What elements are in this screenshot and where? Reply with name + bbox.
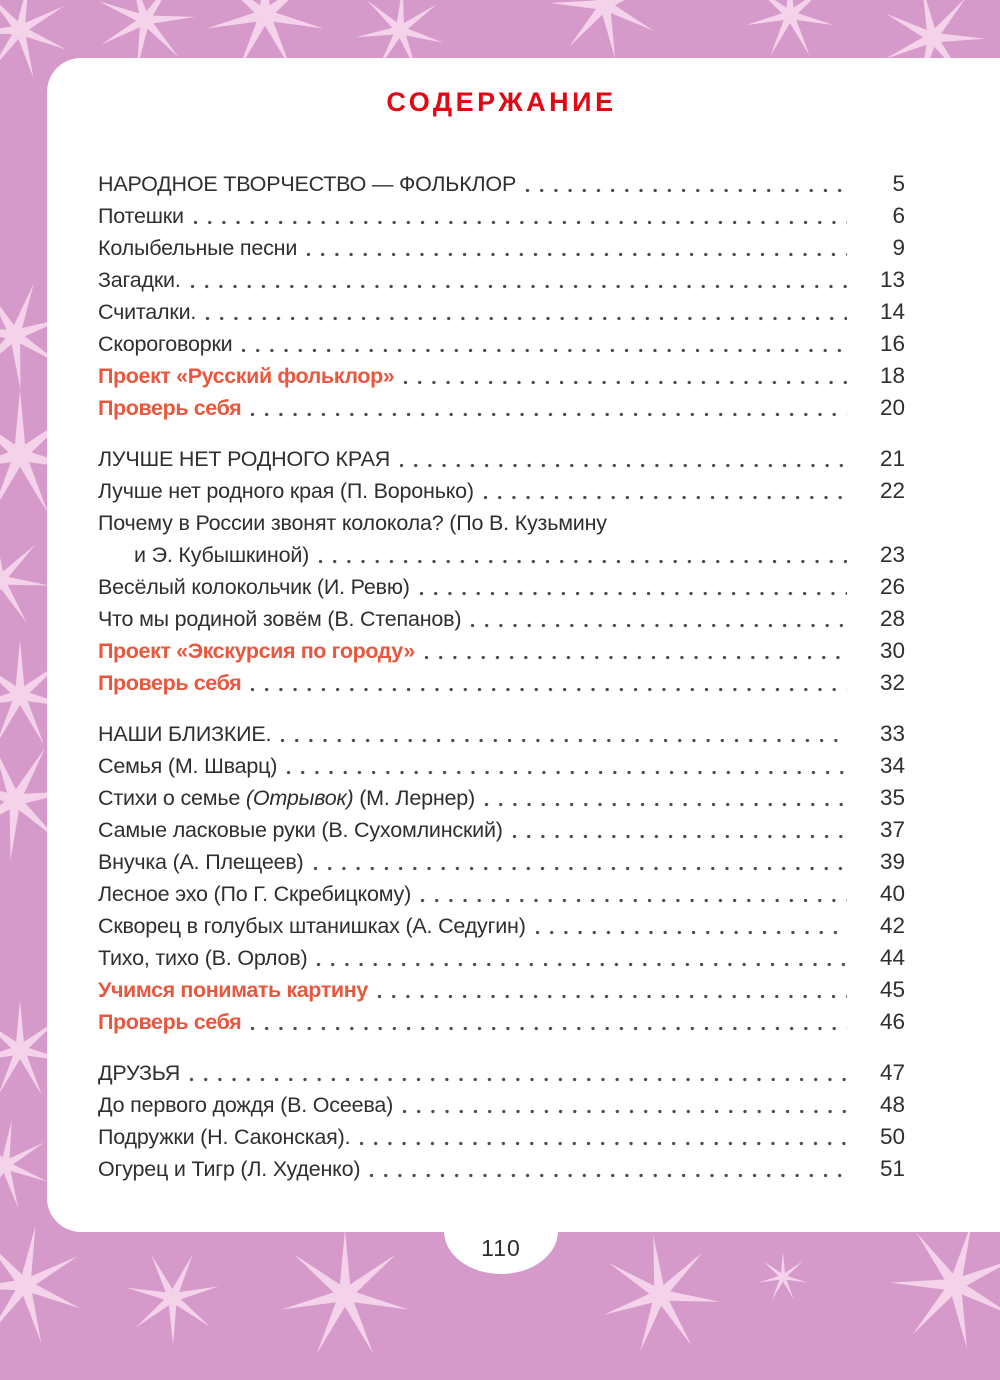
toc-section: [98, 718, 905, 1038]
toc-page-number: 35: [879, 785, 905, 810]
page-title: СОДЕРЖАНИЕ: [386, 87, 617, 117]
dot-leader: [304, 232, 849, 264]
toc-page-number: 39: [879, 849, 905, 874]
dot-leader: [375, 974, 849, 1006]
toc-row: [98, 443, 905, 475]
dot-leader: [367, 1153, 849, 1185]
toc-entry-title: НАРОДНОЕ ТВОРЧЕСТВО — ФОЛЬКЛОР: [98, 172, 517, 196]
toc-page-number: 32: [879, 670, 905, 695]
dot-leader: [284, 750, 849, 782]
toc-entry-title: Что мы родиной зовём (В. Степанов): [98, 607, 462, 631]
toc-entry-title: Почему в России звонят колокола? (По В. Кузьмину: [98, 511, 607, 535]
dot-leader: [316, 539, 849, 571]
dot-leader: [523, 168, 849, 200]
toc-page-number: 33: [879, 721, 905, 746]
toc-entry-title: Семья (М. Шварц): [98, 754, 278, 778]
toc-row: [98, 942, 905, 974]
toc-row: [98, 1121, 905, 1153]
toc-page-number: 6: [892, 203, 905, 228]
toc-page-number: 5: [892, 171, 905, 196]
toc-page-number: 21: [879, 446, 905, 471]
toc-entry-title: Весёлый колокольчик (И. Ревю): [98, 575, 410, 599]
toc-row: [98, 782, 905, 814]
toc-row: [98, 750, 905, 782]
dot-leader: [248, 392, 849, 424]
star-icon: [280, 1230, 410, 1360]
toc-entry-title: Колыбельные песни: [98, 236, 298, 260]
toc-entry-title: Огурец и Тигр (Л. Худенко): [98, 1157, 361, 1181]
toc-section: [98, 168, 905, 424]
dot-leader: [468, 603, 849, 635]
toc-entry-title: Считалки.: [98, 300, 197, 324]
toc-section: [98, 443, 905, 699]
toc-entry-title: Скворец в голубых штанишках (А. Седугин): [98, 914, 526, 938]
toc-row: [98, 392, 905, 424]
toc-section: [98, 1057, 905, 1185]
toc-page-number: 51: [879, 1156, 905, 1181]
page-number-notch: [444, 1231, 558, 1274]
toc-page-number: 50: [879, 1124, 905, 1149]
dot-leader: [417, 571, 849, 603]
toc-page-number: 30: [879, 638, 905, 663]
toc-page-number: 28: [879, 606, 905, 631]
dot-leader: [481, 475, 849, 507]
dot-leader: [482, 782, 849, 814]
toc-page-number: 42: [879, 913, 905, 938]
toc-page-number: 22: [879, 478, 905, 503]
toc-entry-title: и Э. Кубышкиной): [134, 543, 310, 567]
toc-page-number: 18: [879, 363, 905, 388]
dot-leader: [418, 878, 849, 910]
dot-leader: [278, 718, 849, 750]
dot-leader: [187, 1057, 849, 1089]
toc-entry-title: Проверь себя: [98, 1010, 242, 1034]
toc-row: [98, 718, 905, 750]
dot-leader: [314, 942, 849, 974]
toc-row: [98, 507, 905, 539]
star-icon: [758, 1252, 808, 1302]
toc-row: [98, 296, 905, 328]
toc-page-number: 13: [879, 267, 905, 292]
toc-entry-title: ЛУЧШЕ НЕТ РОДНОГО КРАЯ: [98, 447, 391, 471]
toc-page-number: 9: [892, 235, 905, 260]
toc-row: [98, 603, 905, 635]
footer-page-number: 110: [481, 1235, 521, 1261]
dot-leader: [191, 200, 849, 232]
dot-leader: [357, 1121, 849, 1153]
dot-leader: [248, 1006, 849, 1038]
toc-row: [98, 1153, 905, 1185]
star-icon: [575, 1210, 745, 1380]
toc-row: [98, 1006, 905, 1038]
toc-row: [98, 878, 905, 910]
toc-row: [98, 910, 905, 942]
toc-row: [98, 1057, 905, 1089]
toc-row: [98, 667, 905, 699]
dot-leader: [203, 296, 849, 328]
star-icon: [109, 1234, 235, 1360]
content-card: [47, 58, 1000, 1232]
dot-leader: [397, 443, 849, 475]
toc-page-number: 46: [879, 1009, 905, 1034]
toc-row: [98, 974, 905, 1006]
toc-entry-title: Внучка (А. Плещеев): [98, 850, 304, 874]
toc-row: [98, 264, 905, 296]
star-icon: [0, 1215, 95, 1354]
toc-entry-title: Потешки: [98, 204, 184, 228]
dot-leader: [533, 910, 849, 942]
toc-entry-title: НАШИ БЛИЗКИЕ.: [98, 722, 272, 746]
toc-page-number: 23: [879, 542, 905, 567]
toc-entry-title: Тихо, тихо (В. Орлов): [98, 946, 308, 970]
star-icon: [745, 0, 835, 60]
dot-leader: [510, 814, 849, 846]
toc-row: [98, 814, 905, 846]
dot-leader: [239, 328, 849, 360]
toc-page-number: 16: [879, 331, 905, 356]
toc-row: [98, 168, 905, 200]
toc-entry-title: Учимся понимать картину: [98, 978, 368, 1002]
toc-page-number: 45: [879, 977, 905, 1002]
toc-page-number: 26: [879, 574, 905, 599]
toc-page-number: 34: [879, 753, 905, 778]
toc-row: [98, 1089, 905, 1121]
dot-leader: [248, 667, 849, 699]
dot-leader: [188, 264, 849, 296]
toc-row: [98, 475, 905, 507]
toc-page-number: 44: [879, 945, 905, 970]
toc-page-number: 37: [879, 817, 905, 842]
toc-entry-title: Скороговорки: [98, 332, 233, 356]
toc-entry-title: Проверь себя: [98, 396, 242, 420]
toc-entry-title: Лучше нет родного края (П. Воронько): [98, 479, 474, 503]
toc-page-number: 47: [879, 1060, 905, 1085]
toc-row: [98, 539, 905, 571]
toc-page-number: 40: [879, 881, 905, 906]
toc-page-number: 20: [879, 395, 905, 420]
toc-row: [98, 232, 905, 264]
toc-row: [98, 635, 905, 667]
toc-page-number: 14: [879, 299, 905, 324]
dot-leader: [422, 635, 849, 667]
toc-entry-title: Загадки.: [98, 268, 181, 292]
toc-entry-title: Самые ласковые руки (В. Сухомлинский): [98, 818, 503, 842]
dot-leader: [311, 846, 849, 878]
toc-row: [98, 328, 905, 360]
toc-entry-title: Подружки (Н. Саконская).: [98, 1125, 351, 1149]
toc-entry-title: Проект «Русский фольклор»: [98, 364, 395, 388]
toc-entry-title: ДРУЗЬЯ: [98, 1061, 181, 1085]
dot-leader: [400, 1089, 849, 1121]
toc-entry-title: Проект «Экскурсия по городу»: [98, 639, 415, 663]
toc-page-number: 48: [879, 1092, 905, 1117]
toc-row: [98, 200, 905, 232]
toc-entry-title: Лесное эхо (По Г. Скребицкому): [98, 882, 412, 906]
toc-entry-title: Проверь себя: [98, 671, 242, 695]
toc-row: [98, 571, 905, 603]
dot-leader: [401, 360, 849, 392]
toc-entry-title: До первого дождя (В. Осеева): [98, 1093, 394, 1117]
toc: [98, 168, 905, 1185]
toc-row: [98, 846, 905, 878]
toc-row: [98, 360, 905, 392]
toc-entry-title: Стихи о семье (Отрывок) (М. Лернер): [98, 786, 475, 810]
